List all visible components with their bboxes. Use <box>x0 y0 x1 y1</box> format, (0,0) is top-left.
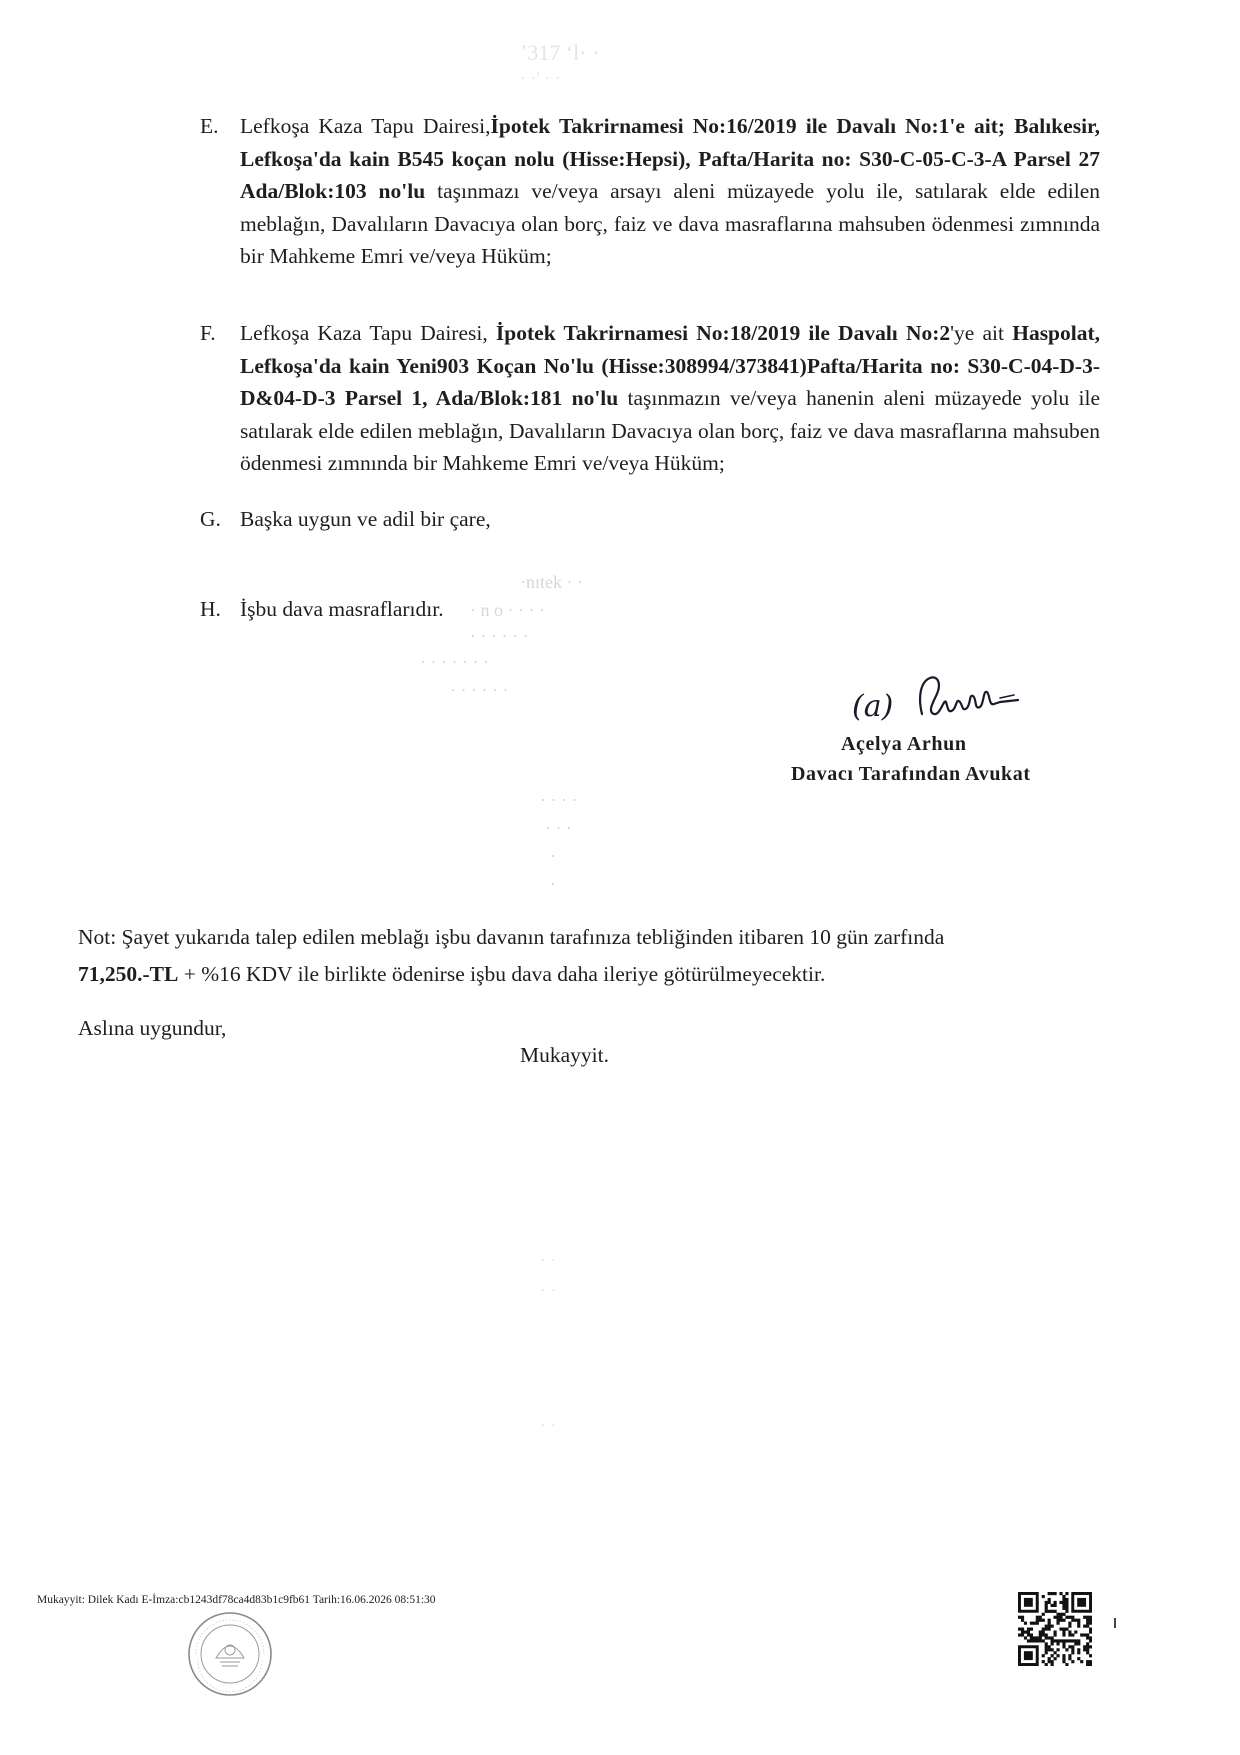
claim-item-h <box>200 593 1100 626</box>
payment-note <box>78 919 1078 993</box>
item-letter: G. <box>200 507 221 531</box>
item-letter: E. <box>200 114 219 138</box>
item-f-text-1: Lefkoşa Kaza Tapu Dairesi, <box>240 321 488 345</box>
esign-footer: Mukayyit: Dilek Kadı E-İmza:cb1243df78ca4d83b1c9fb61 Tarih:16.06.2026 08:51:30 <box>37 1594 436 1606</box>
item-f-text-3: taşınmazın ve/veya hanenin aleni müzayede yolu ile satılarak elde edilen meblağın, Davalıların Davacıya olan borç, faiz ve dava masraflarına mahsuben ödenmesi zımnında bir Mahkeme Emri ve/veya Hüküm; <box>240 386 1100 475</box>
signatory-name: Açelya Arhun <box>841 733 967 755</box>
edge-mark <box>1114 1618 1116 1628</box>
item-h-text: İşbu dava masraflarıdır. <box>240 597 444 621</box>
item-letter: H. <box>200 597 221 621</box>
item-f-text-2: 'ye ait <box>950 321 1005 345</box>
registrar-label: Mukayyit. <box>520 1043 609 1067</box>
signature-mark: (a) <box>852 689 894 724</box>
item-f-bold-2: Haspolat, Lefkoşa'da kain Yeni903 Koçan No'lu (Hisse:308994/373841)Pafta/Harita no: S30-C-04-D-3-D&04-D-3 Parsel 1, Ada/Blok:181 no'lu <box>240 321 1101 410</box>
note-amount: 71,250.-TL <box>78 962 179 986</box>
claim-item-g <box>200 503 1100 536</box>
claim-item-e <box>200 110 1101 273</box>
claim-item-f <box>200 317 1101 480</box>
court-seal-stamp <box>186 1610 274 1698</box>
certification-text: Aslına uygundur, <box>78 1016 227 1040</box>
item-e-text-2: taşınmazı ve/veya arsayı aleni müzayede yolu ile, satılarak elde edilen meblağın, Davalıların Davacıya olan borç, faiz ve dava masraflarına mahsuben ödenmesi zımnında bir Mahkeme Emri ve/veya Hüküm; <box>240 179 1101 268</box>
item-f-bold-1: İpotek Takrirnamesi No:18/2019 ile Davalı No:2 <box>495 321 951 345</box>
item-e-bold-1: İpotek Takrirnamesi No:16/2019 ile Davalı No:1'e ait; Balıkesir, Lefkoşa'da kain B545 koçan nolu (Hisse:Hepsi), Pafta/Harita no: S30-C-05-C-3-A Parsel 27 Ada/Blok:103 no'lu <box>240 114 1100 203</box>
item-e-text-1: Lefkoşa Kaza Tapu Dairesi, <box>240 114 491 138</box>
handwritten-signature <box>850 668 1030 728</box>
note-text-2: + %16 KDV ile birlikte ödenirse işbu dava daha ileriye götürülmeyecektir. <box>183 962 826 986</box>
qr-code-icon <box>1018 1592 1092 1666</box>
item-letter: F. <box>200 321 216 345</box>
signatory-role: Davacı Tarafından Avukat <box>791 763 1031 785</box>
note-text-1: Not: Şayet yukarıda talep edilen meblağı işbu davanın tarafınıza tebliğinden itibaren 10 gün zarfında <box>78 925 945 949</box>
item-g-text: Başka uygun ve adil bir çare, <box>240 507 491 531</box>
